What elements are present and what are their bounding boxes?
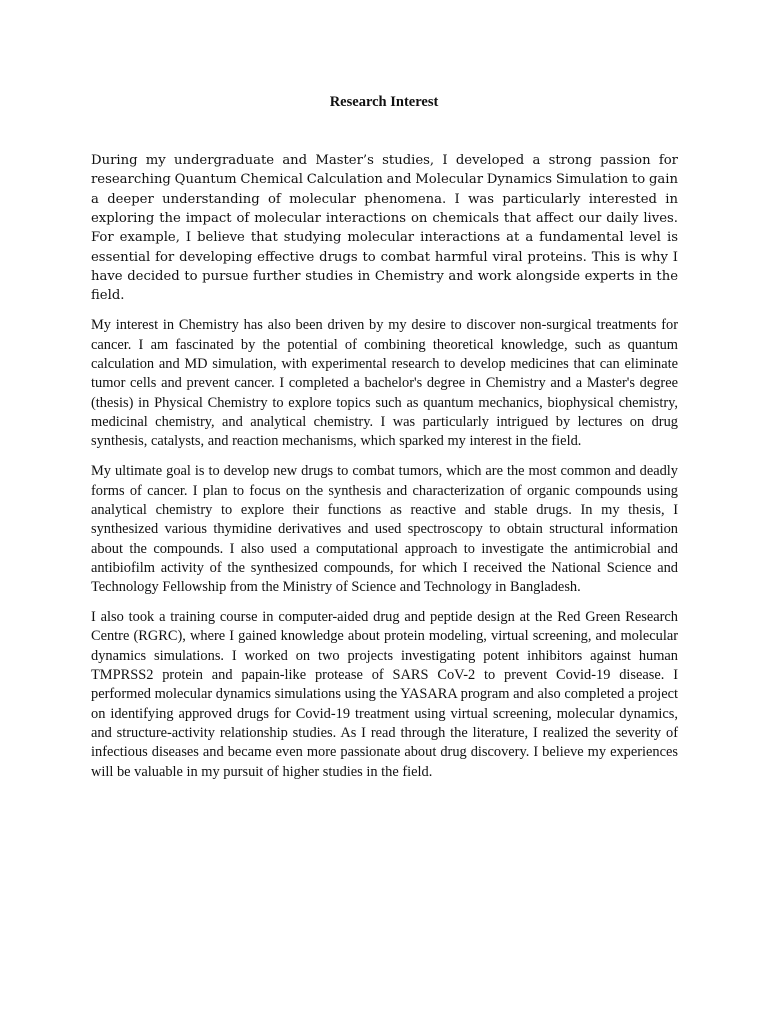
- document-body: [91, 151, 678, 793]
- document-title: Research Interest: [329, 94, 439, 110]
- paragraph-3: My ultimate goal is to develop new drugs to combat tumors, which are the most common and deadly forms of cancer. I plan to focus on the synthesis and characterization of organic compounds using analytical chemistry to explore their functions as reactive and stable drugs. In my thesis, I synthesized various thymidine derivatives and used spectroscopy to obtain structural information about the compounds. I also used a computational approach to investigate the antimicrobial and antibiofilm activity of the synthesized compounds, for which I received the National Science and Technology Fellowship from the Ministry of Science and Technology in Bangladesh.: [91, 463, 678, 596]
- paragraph-4: I also took a training course in computer-aided drug and peptide design at the Red Green Research Centre (RGRC), where I gained knowledge about protein modeling, virtual screening, and molecular dynamics simulations. I worked on two projects investigating potent inhibitors against human TMPRSS2 protein and papain-like protease of SARS CoV-2 to prevent Covid-19 disease. I performed molecular dynamics simulations using the YASARA program and also completed a project on identifying approved drugs for Covid-19 treatment using virtual screening, molecular dynamics, and structure-activity relationship studies. As I read through the literature, I realized the severity of infectious diseases and became even more passionate about drug discovery. I believe my experiences will be valuable in my pursuit of higher studies in the field.: [91, 609, 678, 780]
- paragraph-1: During my undergraduate and Master’s studies, I developed a strong passion for researching Quantum Chemical Calculation and Molecular Dynamics Simulation to gain a deeper understanding of molecular phenomena. I was particularly interested in exploring the impact of molecular interactions on chemicals that affect our daily lives. For example, I believe that studying molecular interactions at a fundamental level is essential for developing effective drugs to combat harmful viral proteins. This is why I have decided to pursue further studies in Chemistry and work alongside experts in the field.: [91, 153, 678, 304]
- paragraph-2: My interest in Chemistry has also been driven by my desire to discover non-surgical treatments for cancer. I am fascinated by the potential of combining theoretical knowledge, such as quantum calculation and MD simulation, with experimental research to develop medicines that can eliminate tumor cells and prevent cancer. I completed a bachelor's degree in Chemistry and a Master's degree (thesis) in Physical Chemistry to explore topics such as quantum mechanics, biophysical chemistry, medicinal chemistry, and analytical chemistry. I was particularly intrigued by lectures on drug synthesis, catalysts, and reaction mechanisms, which sparked my interest in the field.: [91, 317, 678, 450]
